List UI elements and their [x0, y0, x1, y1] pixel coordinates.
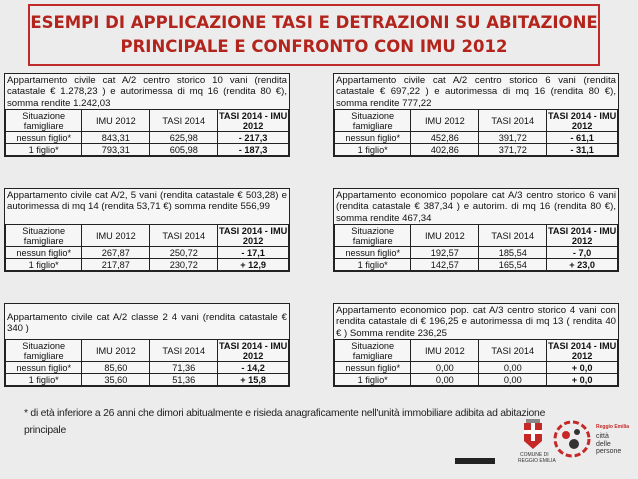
card-2	[333, 73, 619, 157]
header-imu: IMU 2012	[82, 110, 150, 132]
header-imu: IMU 2012	[82, 340, 150, 362]
cell-situazione: nessun figlio*	[6, 132, 82, 144]
brand-line-3: delle persone	[596, 441, 622, 455]
city-label-2: REGGIO EMILIA	[518, 458, 556, 464]
cell-situazione: nessun figlio*	[335, 362, 411, 374]
cell-delta: + 0,0	[547, 362, 618, 374]
card-1	[4, 73, 290, 157]
header-delta: TASI 2014 - IMU 2012	[547, 110, 617, 131]
cell-situazione: nessun figlio*	[335, 247, 411, 259]
brand-logo-icon	[552, 419, 592, 459]
table-row	[335, 144, 618, 156]
header-tasi: TASI 2014	[150, 340, 218, 362]
cell-delta: - 14,2	[218, 362, 289, 374]
city-label-1: COMUNE DI	[520, 452, 549, 458]
comparison-table	[334, 109, 618, 156]
header-situazione: Situazione famigliare	[335, 110, 411, 132]
table-row	[335, 362, 618, 374]
cell-tasi: 51,36	[150, 374, 218, 386]
cell-situazione: nessun figlio*	[6, 247, 82, 259]
page-number-bar	[455, 458, 495, 464]
table-row	[6, 374, 289, 386]
header-situazione: Situazione famigliare	[335, 225, 411, 247]
header-delta: TASI 2014 - IMU 2012	[218, 110, 288, 131]
cell-imu: 35,60	[82, 374, 150, 386]
cell-delta: - 217,3	[218, 132, 289, 144]
comparison-table	[5, 224, 289, 271]
card-description: Appartamento civile cat A/2, 5 vani (rendita catastale € 503,28) e autorimessa di mq 14 (rendita 53,71 €) somma rendite 556,99	[7, 190, 287, 213]
comparison-table	[5, 109, 289, 156]
cell-tasi: 0,00	[479, 374, 547, 386]
cell-delta: - 31,1	[547, 144, 618, 156]
header-imu: IMU 2012	[411, 340, 479, 362]
cell-imu: 0,00	[411, 374, 479, 386]
table-row	[6, 132, 289, 144]
card-description: Appartamento civile cat A/2 centro storico 6 vani (rendita catastale € 697,22 ) e autorimessa di mq 16 (rendita 80 €), somma rendite 777,22	[336, 75, 616, 109]
header-imu: IMU 2012	[411, 110, 479, 132]
table-row	[6, 259, 289, 271]
logos-area	[516, 417, 634, 477]
cell-tasi: 165,54	[479, 259, 547, 271]
header-tasi: TASI 2014	[479, 225, 547, 247]
card-5	[4, 303, 290, 387]
city-crest-icon	[522, 419, 544, 451]
brand-line-2: città	[596, 433, 609, 440]
header-imu: IMU 2012	[411, 225, 479, 247]
table-row	[6, 362, 289, 374]
cell-delta: - 187,3	[218, 144, 289, 156]
cell-tasi: 0,00	[479, 362, 547, 374]
cell-imu: 85,60	[82, 362, 150, 374]
header-situazione: Situazione famigliare	[335, 340, 411, 362]
cell-situazione: 1 figlio*	[6, 259, 82, 271]
comparison-table	[334, 224, 618, 271]
card-description: Appartamento civile cat A/2 centro storico 10 vani (rendita catastale € 1.278,23 ) e autorimessa di mq 16 (rendita 80 €), somma rendite 1.242,03	[7, 75, 287, 109]
title-box	[28, 4, 600, 66]
header-delta: TASI 2014 - IMU 2012	[547, 340, 617, 361]
cell-delta: + 23,0	[547, 259, 618, 271]
table-row	[335, 374, 618, 386]
comparison-table	[5, 339, 289, 386]
cell-tasi: 230,72	[150, 259, 218, 271]
cell-situazione: 1 figlio*	[335, 144, 411, 156]
cell-tasi: 625,98	[150, 132, 218, 144]
cell-imu: 402,86	[411, 144, 479, 156]
cell-imu: 142,57	[411, 259, 479, 271]
cell-imu: 267,87	[82, 247, 150, 259]
cell-situazione: nessun figlio*	[6, 362, 82, 374]
cell-delta: - 61,1	[547, 132, 618, 144]
title-line-1: ESEMPI DI APPLICAZIONE TASI E DETRAZIONI SU ABITAZIONE	[30, 13, 598, 32]
header-imu: IMU 2012	[82, 225, 150, 247]
cell-tasi: 605,98	[150, 144, 218, 156]
brand-line-1: Reggio Emilia	[596, 424, 630, 430]
header-delta: TASI 2014 - IMU 2012	[218, 225, 288, 246]
header-tasi: TASI 2014	[479, 110, 547, 132]
cell-tasi: 250,72	[150, 247, 218, 259]
cell-situazione: 1 figlio*	[335, 374, 411, 386]
table-row	[335, 247, 618, 259]
cell-tasi: 185,54	[479, 247, 547, 259]
table-row	[335, 132, 618, 144]
cell-imu: 0,00	[411, 362, 479, 374]
card-description: Appartamento economico popolare cat A/3 centro storico 6 vani (rendita catastale € 387,34 ) e autorim. di mq 16 (rendita 80 €), somma rendite 467,34	[336, 190, 616, 224]
header-tasi: TASI 2014	[150, 110, 218, 132]
header-delta: TASI 2014 - IMU 2012	[218, 340, 288, 361]
cell-delta: + 15,8	[218, 374, 289, 386]
header-delta: TASI 2014 - IMU 2012	[547, 225, 617, 246]
title-line-2: PRINCIPALE E CONFRONTO CON IMU 2012	[120, 37, 508, 56]
card-description: Appartamento civile cat A/2 classe 2 4 vani (rendita catastale € 340 )	[7, 312, 287, 335]
header-tasi: TASI 2014	[150, 225, 218, 247]
comparison-table	[334, 339, 618, 386]
cell-tasi: 71,36	[150, 362, 218, 374]
cell-tasi: 371,72	[479, 144, 547, 156]
footnote	[24, 405, 584, 439]
table-row	[6, 144, 289, 156]
cell-imu: 192,57	[411, 247, 479, 259]
card-6	[333, 303, 619, 387]
cell-delta: + 0,0	[547, 374, 618, 386]
table-row	[335, 259, 618, 271]
cell-imu: 217,87	[82, 259, 150, 271]
cell-delta: - 7,0	[547, 247, 618, 259]
card-description: Appartamento economico pop. cat A/3 centro storico 4 vani con rendita catastale di € 196,25 e autorimessa di mq 13 ( rendita 40 € ) Somma rendite 236,25	[336, 305, 616, 339]
cell-situazione: 1 figlio*	[6, 374, 82, 386]
card-3	[4, 188, 290, 272]
cell-situazione: 1 figlio*	[335, 259, 411, 271]
header-tasi: TASI 2014	[479, 340, 547, 362]
header-situazione: Situazione famigliare	[6, 225, 82, 247]
footnote-line-1: * di età inferiore a 26 anni che dimori abitualmente e risieda anagraficamente nell'unità immobiliare adibita ad abitazione	[24, 408, 546, 419]
card-4	[333, 188, 619, 272]
cell-imu: 843,31	[82, 132, 150, 144]
cell-imu: 452,86	[411, 132, 479, 144]
cell-delta: + 12,9	[218, 259, 289, 271]
cell-tasi: 391,72	[479, 132, 547, 144]
header-situazione: Situazione famigliare	[6, 340, 82, 362]
header-situazione: Situazione famigliare	[6, 110, 82, 132]
cell-situazione: 1 figlio*	[6, 144, 82, 156]
footnote-line-2: principale	[24, 425, 66, 436]
cell-delta: - 17,1	[218, 247, 289, 259]
table-row	[6, 247, 289, 259]
cell-situazione: nessun figlio*	[335, 132, 411, 144]
cell-imu: 793,31	[82, 144, 150, 156]
